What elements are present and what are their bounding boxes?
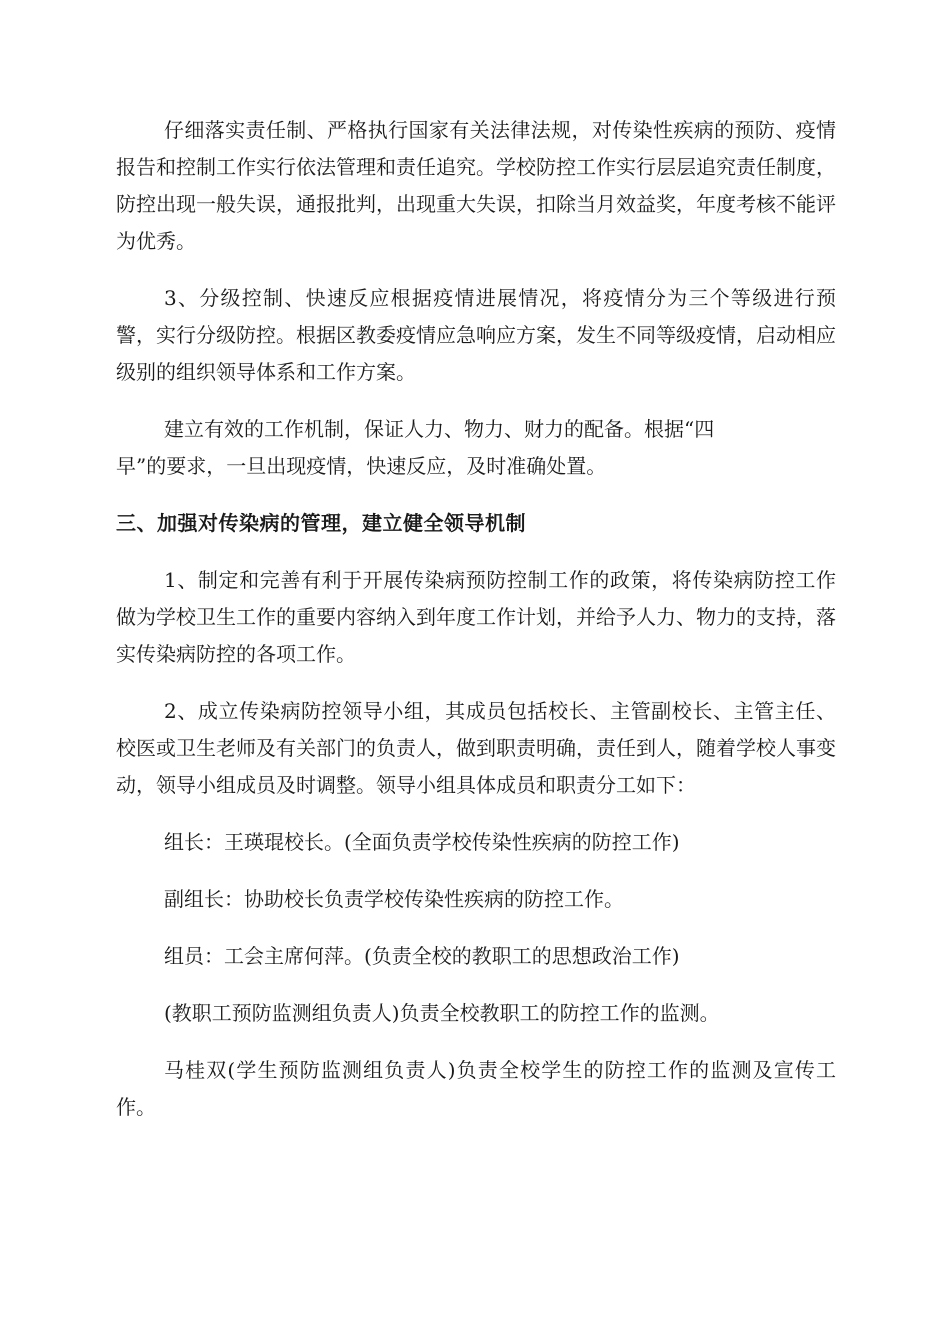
paragraph-deputy-leader: 副组长：协助校长负责学校传染性疾病的防控工作。 [164, 887, 624, 911]
paragraph-graded-control: 3、分级控制、快速反应根据疫情进展情况，将疫情分为三个等级进行预警，实行分级防控。根据区教委疫情应急响应方案，发生不同等级疫情，启动相应级别的组织领导体系和工作方案。 [116, 286, 836, 384]
paragraph-responsibility: 仔细落实责任制、严格执行国家有关法律法规，对传染性疾病的预防、疫情报告和控制工作实行依法管理和责任追究。学校防控工作实行层层追究责任制度，防控出现一般失误，通报批判，出现重大失误，扣除当月效益奖，年度考核不能评为优秀。 [116, 118, 836, 253]
paragraph-work-mechanism-line-1: 建立有效的工作机制，保证人力、物力、财力的配备。根据“四 [164, 417, 715, 441]
paragraph-student-monitoring: 马桂双(学生预防监测组负责人)负责全校学生的防控工作的监测及宣传工作。 [116, 1058, 836, 1119]
paragraph-group-leader: 组长：王瑛琨校长。(全面负责学校传染性疾病的防控工作) [164, 830, 680, 854]
paragraph-leading-group: 2、成立传染病防控领导小组，其成员包括校长、主管副校长、主管主任、校医或卫生老师及有关部门的负责人，做到职责明确，责任到人，随着学校人事变动，领导小组成员及时调整。领导小组具体成员和职责分工如下： [116, 699, 836, 797]
paragraph-work-mechanism-line-2: 早”的要求，一旦出现疫情，快速反应，及时准确处置。 [116, 454, 607, 478]
section-heading: 三、加强对传染病的管理，建立健全领导机制 [116, 511, 526, 535]
paragraph-policy: 1、制定和完善有利于开展传染病预防控制工作的政策，将传染病防控工作做为学校卫生工作的重要内容纳入到年度工作计划，并给予人力、物力的支持，落实传染病防控的各项工作。 [116, 568, 836, 666]
paragraph-member: 组员：工会主席何萍。(负责全校的教职工的思想政治工作) [164, 944, 680, 968]
document-body [116, 112, 836, 1146]
paragraph-work-mechanism [116, 411, 836, 485]
paragraph-staff-monitoring: (教职工预防监测组负责人)负责全校教职工的防控工作的监测。 [164, 1001, 720, 1025]
